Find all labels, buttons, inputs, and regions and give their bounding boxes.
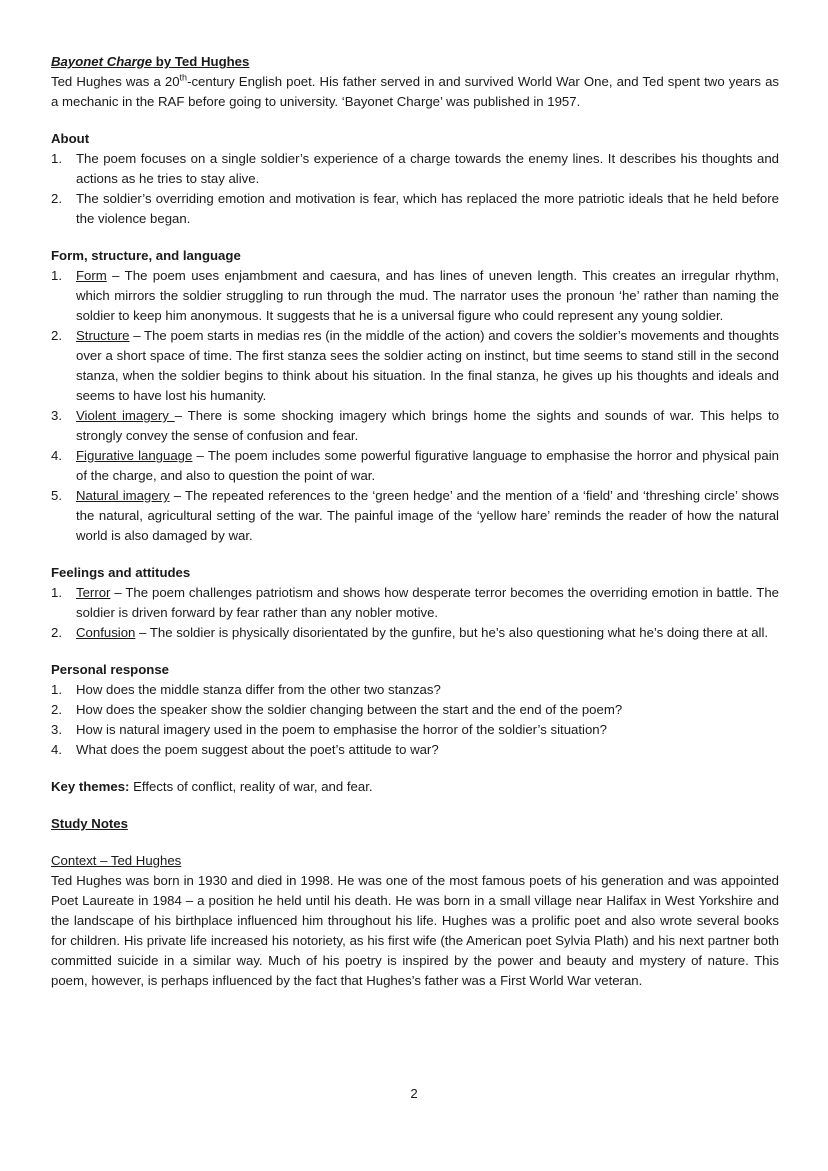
form-heading: Form, structure, and language bbox=[51, 248, 241, 263]
list-item bbox=[51, 680, 779, 700]
personal-list bbox=[51, 680, 779, 760]
feelings-list bbox=[51, 583, 779, 643]
list-number: 1. bbox=[51, 151, 62, 166]
list-item bbox=[51, 149, 779, 189]
form-list bbox=[51, 266, 779, 546]
list-number: 2. bbox=[51, 191, 62, 206]
list-item-text: – The repeated references to the ‘green hedge’ and the mention of a ‘field’ and ‘threshing circle’ shows the natural, agricultural setting of the war. The painful image of the ‘yellow hare’ reminds the reader of how the natural world is also damaged by war. bbox=[76, 488, 779, 543]
document-title bbox=[51, 52, 779, 72]
list-item-text: – The poem starts in medias res (in the middle of the action) and covers the soldier’s movements and thoughts over a short space of time. The first stanza sees the soldier acting on instinct, but time seems to stand still in the second stanza, when the soldier begins to think about his situation. In the final stanza, he gives up his thoughts and ideals and seems to have lost his humanity. bbox=[76, 328, 779, 403]
list-item-text: – The poem challenges patriotism and shows how desperate terror becomes the overriding emotion in battle. The soldier is driven forward by fear rather than any nobler motive. bbox=[76, 585, 779, 620]
list-item-label: Structure bbox=[76, 328, 130, 343]
list-item-label: Terror bbox=[76, 585, 111, 600]
list-item bbox=[51, 266, 779, 326]
intro-text-start: Ted Hughes was a 20 bbox=[51, 74, 180, 89]
poem-author: by Ted Hughes bbox=[152, 54, 250, 69]
list-number: 3. bbox=[51, 408, 62, 423]
list-item-text: The soldier’s overriding emotion and motivation is fear, which has replaced the more patriotic ideals that he held before the violence began. bbox=[76, 191, 779, 226]
list-number: 5. bbox=[51, 488, 62, 503]
list-number: 1. bbox=[51, 268, 62, 283]
feelings-heading: Feelings and attitudes bbox=[51, 565, 191, 580]
list-item bbox=[51, 486, 779, 546]
poem-title: Bayonet Charge bbox=[51, 54, 153, 69]
list-item-text: – The poem uses enjambment and caesura, and has lines of uneven length. This creates an irregular rhythm, which mirrors the soldier struggling to run through the mud. The narrator uses the pronoun ‘he’ rather than naming the soldier to keep him anonymous. It suggests that he is a universal figure who could represent any young soldier. bbox=[76, 268, 779, 323]
intro-superscript: th bbox=[179, 72, 188, 83]
list-item-text: How is natural imagery used in the poem to emphasise the horror of the soldier’s situation? bbox=[76, 722, 607, 737]
list-item-text: What does the poem suggest about the poet’s attitude to war? bbox=[76, 742, 439, 757]
list-number: 1. bbox=[51, 682, 62, 697]
page-number: 2 bbox=[410, 1086, 418, 1101]
list-item bbox=[51, 446, 779, 486]
list-item bbox=[51, 740, 779, 760]
list-item-label: Form bbox=[76, 268, 107, 283]
list-item bbox=[51, 583, 779, 623]
list-item bbox=[51, 326, 779, 406]
list-item bbox=[51, 623, 779, 643]
list-item-text: How does the middle stanza differ from the other two stanzas? bbox=[76, 682, 441, 697]
list-item-label: Natural imagery bbox=[76, 488, 170, 503]
list-item-text: – There is some shocking imagery which brings home the sights and sounds of war. This helps to strongly convey the sense of confusion and fear. bbox=[76, 408, 779, 443]
study-notes-heading: Study Notes bbox=[51, 816, 128, 831]
list-item bbox=[51, 700, 779, 720]
list-item-text: The poem focuses on a single soldier’s experience of a charge towards the enemy lines. It describes his thoughts and actions as he tries to stay alive. bbox=[76, 151, 779, 186]
list-number: 2. bbox=[51, 328, 62, 343]
list-item-text: – The soldier is physically disorientated by the gunfire, but he’s also questioning what he’s doing there at all. bbox=[135, 625, 769, 640]
list-item-text: – The poem includes some powerful figurative language to emphasise the horror and physical pain of the charge, and also to question the point of war. bbox=[76, 448, 779, 483]
key-themes bbox=[51, 777, 779, 797]
intro-paragraph bbox=[51, 72, 779, 112]
about-heading: About bbox=[51, 131, 90, 146]
list-item-label: Confusion bbox=[76, 625, 136, 640]
context-heading: Context – Ted Hughes bbox=[51, 853, 182, 868]
page-content bbox=[51, 52, 779, 991]
list-item bbox=[51, 406, 779, 446]
about-list bbox=[51, 149, 779, 229]
list-item bbox=[51, 720, 779, 740]
key-themes-label: Key themes: bbox=[51, 779, 130, 794]
list-number: 3. bbox=[51, 722, 62, 737]
list-number: 1. bbox=[51, 585, 62, 600]
intro-text-end: -century English poet. His father served in and survived World War One, and Ted spent two years as a mechanic in the RAF before going to university. ‘Bayonet Charge’ was published in 1957. bbox=[51, 74, 780, 109]
list-item-text: How does the speaker show the soldier changing between the start and the end of the poem? bbox=[76, 702, 623, 717]
list-number: 4. bbox=[51, 742, 62, 757]
context-paragraph: Ted Hughes was born in 1930 and died in 1998. He was one of the most famous poets of his generation and was appointed Poet Laureate in 1984 – a position he held until his death. He was born in a small village near Halifax in West Yorkshire and the landscape of his birthplace influenced him throughout his life. Hughes was a prolific poet and also wrote several books for children. His private life increased his notoriety, as his first wife (the American poet Sylvia Plath) and his next partner both committed suicide in a similar way. Much of his poetry is inspired by the power and beauty and mystery of nature. This poem, however, is perhaps influenced by the fact that Hughes’s father was a First World War veteran. bbox=[51, 873, 779, 988]
list-item-label: Figurative language bbox=[76, 448, 193, 463]
list-number: 2. bbox=[51, 625, 62, 640]
personal-heading: Personal response bbox=[51, 662, 170, 677]
key-themes-text: Effects of conflict, reality of war, and fear. bbox=[129, 779, 373, 794]
list-number: 2. bbox=[51, 702, 62, 717]
list-item-label: Violent imagery bbox=[76, 408, 175, 423]
list-item bbox=[51, 189, 779, 229]
list-number: 4. bbox=[51, 448, 62, 463]
